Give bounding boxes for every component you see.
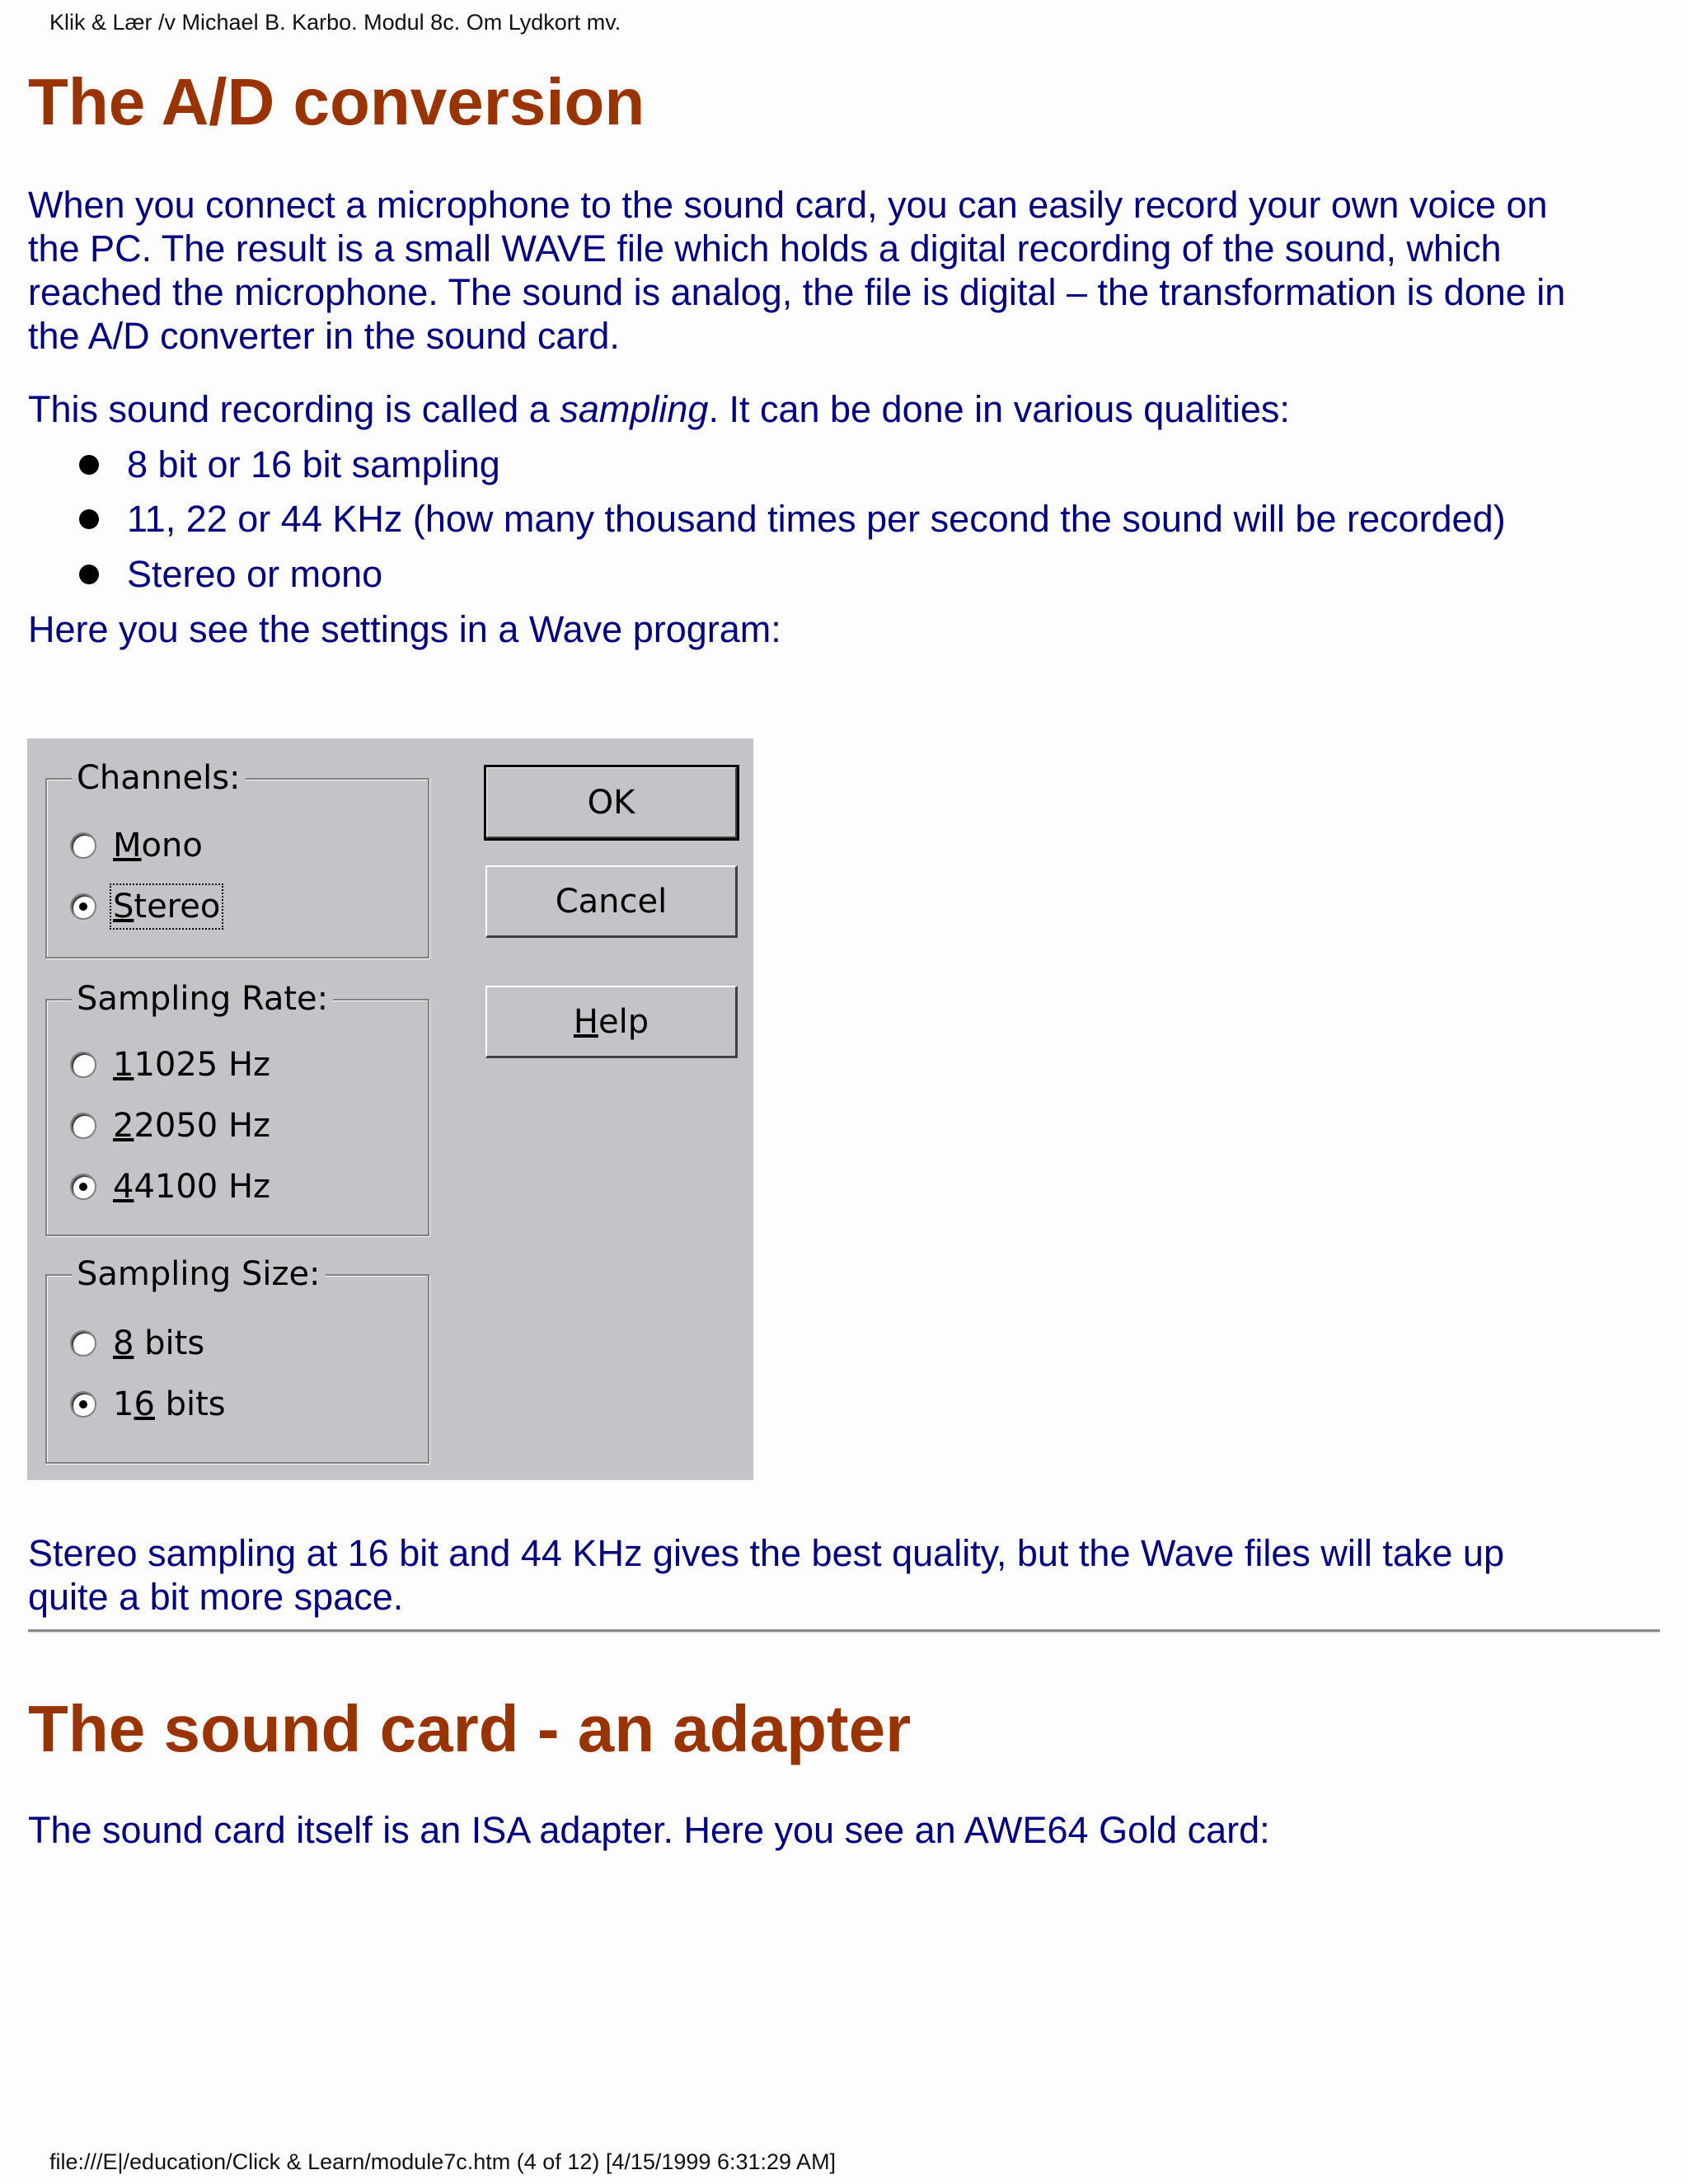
sampling-size-group-label: Sampling Size:: [72, 1256, 326, 1292]
page-footer-source: file:///E|/education/Click & Learn/module7c.htm (4 of 12) [4/15/1999 6:31:29 AM]: [49, 2149, 837, 2174]
section-title-ad-conversion: The A/D conversion: [28, 65, 645, 138]
intro-paragraph: [28, 183, 1660, 358]
sampling-term: sampling: [560, 388, 709, 430]
section-title-sound-card: The sound card - an adapter: [28, 1692, 912, 1765]
cancel-button[interactable]: Cancel: [485, 865, 738, 938]
sampling-paragraph: [28, 387, 1660, 431]
sampling-suffix: . It can be done in various qualities:: [708, 388, 1290, 430]
intro-line: the PC. The result is a small WAVE file which holds a digital recording of the sound, which: [28, 227, 1502, 269]
intro-line: the A/D converter in the sound card.: [28, 315, 620, 357]
radio-button-icon[interactable]: [70, 1052, 96, 1078]
radio-label-stereo: Stereo: [113, 888, 221, 926]
radio-selected-dot: [79, 1183, 87, 1191]
radio-button-icon[interactable]: [70, 893, 96, 920]
radio-button-icon[interactable]: [70, 1391, 96, 1418]
radio-button-icon[interactable]: [70, 1113, 96, 1139]
help-button[interactable]: Help: [485, 986, 738, 1058]
bullet-icon: [79, 455, 99, 475]
ok-button[interactable]: OK: [485, 766, 738, 839]
conclusion-paragraph: [28, 1531, 1660, 1619]
radio-label-22050-hz: 22050 Hz: [113, 1107, 271, 1145]
conclusion-line: quite a bit more space.: [28, 1576, 404, 1618]
radio-button-icon[interactable]: [70, 832, 96, 859]
channels-group-label: Channels:: [72, 760, 246, 796]
radio-label-16-bits: 16 bits: [113, 1385, 226, 1423]
sampling-rate-group: [45, 980, 429, 1236]
list-item-text: Stereo or mono: [127, 553, 383, 595]
radio-label-11025-hz: 11025 Hz: [113, 1046, 271, 1084]
channels-group: [45, 759, 429, 958]
settings-intro: Here you see the settings in a Wave program:: [28, 608, 781, 650]
radio-button-icon[interactable]: [70, 1330, 96, 1357]
radio-label-8-bits: 8 bits: [113, 1324, 205, 1362]
bullet-icon: [79, 565, 99, 584]
list-item-text: 11, 22 or 44 KHz (how many thousand times per second the sound will be recorded): [127, 498, 1506, 540]
radio-selected-dot: [79, 1400, 87, 1408]
radio-label-44100-hz: 44100 Hz: [113, 1168, 271, 1206]
sampling-size-group: [45, 1255, 429, 1464]
conclusion-line: Stereo sampling at 16 bit and 44 KHz gives the best quality, but the Wave files will take up: [28, 1532, 1504, 1574]
radio-button-icon[interactable]: [70, 1174, 96, 1200]
radio-selected-dot: [79, 902, 87, 911]
sampling-rate-group-label: Sampling Rate:: [72, 981, 333, 1017]
radio-label-mono: Mono: [113, 827, 203, 865]
bullet-icon: [79, 509, 99, 529]
sampling-prefix: This sound recording is called a: [28, 388, 560, 430]
section-divider: [28, 1629, 1660, 1633]
list-item-text: 8 bit or 16 bit sampling: [127, 443, 500, 485]
running-header: Klik & Lær /v Michael B. Karbo. Modul 8c. Om Lydkort mv.: [49, 10, 621, 35]
sound-card-intro: The sound card itself is an ISA adapter. Here you see an AWE64 Gold card:: [28, 1809, 1270, 1851]
intro-line: When you connect a microphone to the sound card, you can easily record your own voice on: [28, 184, 1548, 226]
recording-settings-dialog: [27, 738, 753, 1480]
intro-line: reached the microphone. The sound is analog, the file is digital – the transformation is done in: [28, 271, 1566, 313]
